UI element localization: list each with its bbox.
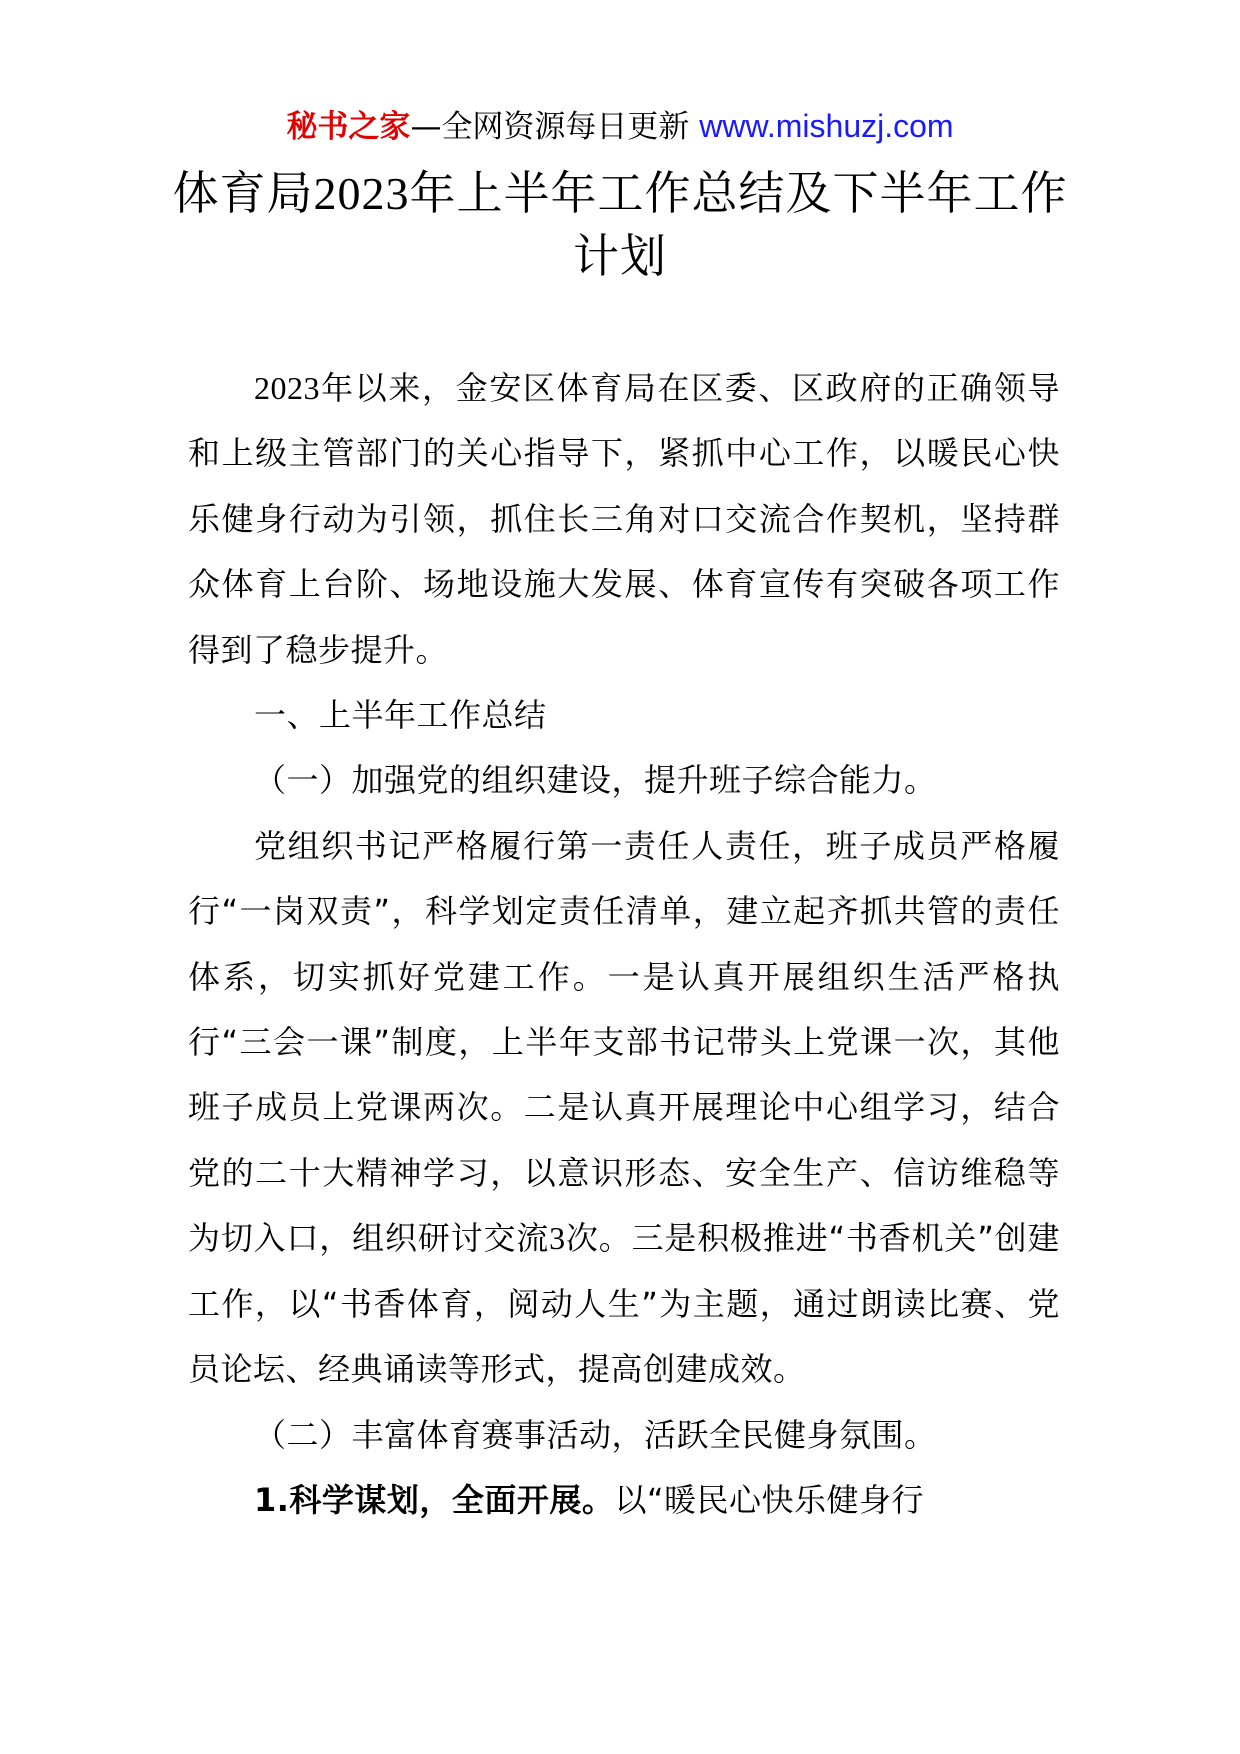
subsection-heading-1: （一）加强党的组织建设，提升班子综合能力。	[254, 761, 937, 800]
site-header	[0, 104, 1240, 149]
subsection-2-item-1	[188, 1468, 1060, 1533]
section-heading-1: 一、上半年工作总结	[254, 696, 547, 735]
document-body	[188, 356, 1060, 1533]
subsection-heading-2: （二）丰富体育赛事活动，活跃全民健身氛围。	[254, 1415, 937, 1454]
site-url-link[interactable]: www.mishuzj.com	[699, 108, 954, 144]
subsection-1-number: 3	[549, 1220, 566, 1257]
subsection-1-paragraph	[188, 814, 1060, 1403]
subsection-1-text-a: 党组织书记严格履行第一责任人责任，班子成员严格履行“一岗双责”，科学划定责任清单，建立起齐抓共管的责任体系，切实抓好党建工作。一是认真开展组织生活严格执行“三会一课”制度，上半年支部书记带头上党课一次，其他班子成员上党课两次。二是认真开展理论中心组学习，结合党的二十大精神学习，以意识形态、安全生产、信访维稳等为切入口，组织研讨交流	[188, 826, 1060, 1258]
title-part-1: 体育局	[172, 166, 314, 220]
subsection-1-text-b: 次。三是积极推进“书香机关”创建工作，以“书香体育，阅动人生”为主题，通过朗读比赛、党员论坛、经典诵读等形式，提高创建成效。	[188, 1219, 1060, 1389]
item-1-text: 以“暖民心快乐健身行	[614, 1480, 925, 1519]
document-title	[150, 162, 1090, 287]
brand-name: 秘书之家	[286, 109, 411, 145]
intro-year: 2023	[254, 370, 320, 406]
header-tagline: —全网资源每日更新	[410, 109, 700, 145]
intro-text: 年以来，金安区体育局在区委、区政府的正确领导和上级主管部门的关心指导下，紧抓中心工作，以暖民心快乐健身行动为引领，抓住长三角对口交流合作契机，坚持群众体育上台阶、场地设施大发展、体育宣传有突破各项工作得到了稳步提升。	[188, 369, 1060, 669]
title-year: 2023	[313, 168, 410, 219]
item-1-bold-lead: 1.科学谋划，全面开展。	[254, 1480, 615, 1519]
title-part-2: 年上半年工作总结及下半年工作计划	[409, 166, 1068, 283]
intro-paragraph	[188, 356, 1060, 683]
